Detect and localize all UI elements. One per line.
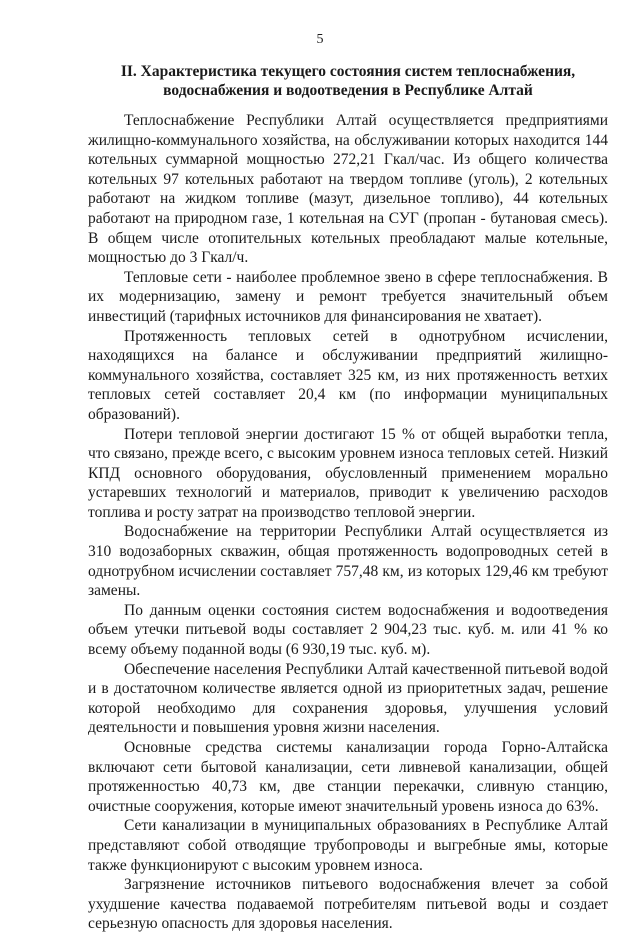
paragraph-heat-network-length: Протяженность тепловых сетей в однотрубном исчислении, находящихся на балансе и обслуживании предприятий жилищно-коммунального хозяйства, составляет 325 км, из них протяженность ветхих тепловых сетей составляет 20,4 км (по информации муниципальных образований). — [88, 327, 608, 423]
section-title — [88, 62, 608, 100]
paragraph-heat-losses: Потери тепловой энергии достигают 15 % от общей выработки тепла, что связано, прежде всего, с высоким уровнем износа тепловых сетей. Низкий КПД основного оборудования, обусловленный применением морально устаревших технологий и материалов, приводит к увеличению расходов топлива и росту затрат на производство тепловой энергии. — [88, 425, 608, 521]
section-title-line-2: водоснабжения и водоотведения в Республике Алтай — [163, 82, 533, 99]
paragraph-heat-supply: Теплоснабжение Республики Алтай осуществляется предприятиями жилищно-коммунального хозяйства, на обслуживании которых находится 144 котельных суммарной мощностью 272,21 Гкал/час. Из общего количества котельных 97 котельных работают на твердом топливе (уголь), 2 котельных работают на жидком топливе (мазут, дизельное топливо), 44 котельных работают на природном газе, 1 котельная на СУГ (пропан - бутановая смесь). В общем числе отопительных котельных преобладают малые котельные, мощностью до 3 Гкал/ч. — [88, 112, 608, 267]
paragraph-heat-networks: Тепловые сети - наиболее проблемное звено в сфере теплоснабжения. В их модернизацию, замену и ремонт требуется значительный объем инвестиций (тарифных источников для финансирования не хватает). — [88, 268, 608, 325]
page-number: 5 — [316, 32, 324, 47]
paragraph-water-pollution: Загрязнение источников питьевого водоснабжения влечет за собой ухудшение качества подаваемой потребителям питьевой воды и создает серьезную опасность для здоровья населения. — [88, 876, 608, 933]
paragraph-drinking-water: Обеспечение населения Республики Алтай качественной питьевой водой и в достаточном количестве является одной из приоритетных задач, решение которой необходимо для сохранения здоровья, улучшения условий деятельности и повышения уровня жизни населения. — [88, 660, 608, 737]
paragraph-water-leakage: По данным оценки состояния систем водоснабжения и водоотведения объем утечки питьевой воды составляет 2 904,23 тыс. куб. м. или 41 % ко всему объему поданной воды (6 930,19 тыс. куб. м). — [88, 601, 608, 659]
paragraph-sewerage-gorno-altaysk: Основные средства системы канализации города Горно-Алтайска включают сети бытовой канализации, сети ливневой канализации, общей протяженностью 40,73 км, две станции перекачки, сливную станцию, очистные сооружения, которые имеют значительный уровень износа до 63%. — [88, 739, 608, 815]
document-body — [88, 111, 608, 934]
paragraph-water-supply: Водоснабжение на территории Республики Алтай осуществляется из 310 водозаборных скважин, общая протяженность водопроводных сетей в однотрубном исчислении составляет 757,48 км, из которых 129,46 км требуют замены. — [88, 523, 608, 600]
paragraph-municipal-sewerage: Сети канализации в муниципальных образованиях в Республике Алтай представляют собой отводящие трубопроводы и выгребные ямы, которые также функционируют с высоким уровнем износа. — [88, 817, 608, 874]
section-title-line-1: II. Характеристика текущего состояния систем теплоснабжения, — [120, 63, 576, 80]
